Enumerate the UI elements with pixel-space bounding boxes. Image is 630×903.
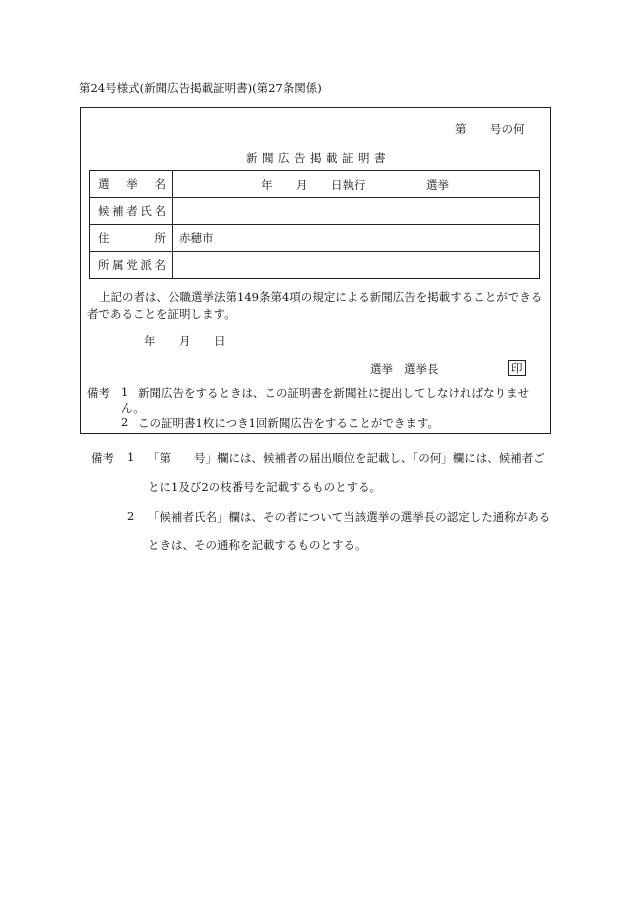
- table-row: [90, 171, 540, 198]
- inner-note-1-num: 1: [121, 385, 129, 399]
- table-row: [90, 198, 540, 225]
- cert-date-year: 年: [144, 334, 156, 348]
- number-dai: 第: [455, 122, 467, 136]
- party-label: 所属党派名: [90, 252, 173, 279]
- election-date-day-held: 日執行: [331, 178, 366, 192]
- seal-stamp: 印: [508, 360, 526, 376]
- signature-chairman: 選挙長: [404, 362, 439, 376]
- election-date-month: 月: [296, 178, 308, 192]
- statement-line-2: 者であることを証明します。: [87, 307, 236, 321]
- outer-note-1-num: 1: [127, 450, 135, 464]
- address-value: 赤穂市: [173, 225, 540, 252]
- outer-note-1-line1: 「第 号」欄には、候補者の届出順位を記載し、「の何」欄には、候補者ご: [148, 451, 545, 465]
- number-suffix: 号の何: [490, 122, 525, 136]
- candidate-info-table: [89, 170, 540, 279]
- candidate-name-value: [173, 198, 540, 225]
- form-title: 第24号様式(新聞広告掲載証明書)(第27条関係): [79, 81, 322, 95]
- table-row: [90, 225, 540, 252]
- election-date-senkyo: 選挙: [426, 178, 449, 192]
- outer-notes-label: 備考: [91, 451, 114, 465]
- statement-line-1: 上記の者は、公職選挙法第149条第4項の規定による新聞広告を掲載することができる: [99, 290, 543, 304]
- cert-date-day: 日: [214, 334, 226, 348]
- outer-note-2-line2: ときは、その通称を記載するものとする。: [148, 538, 367, 552]
- signature-senkyo: 選挙: [370, 362, 393, 376]
- table-row: [90, 252, 540, 279]
- inner-notes-label: 備考: [87, 386, 110, 400]
- outer-note-1-line2: とに1及び2の枝番号を記載するものとする。: [148, 480, 382, 494]
- cert-date-month: 月: [179, 334, 191, 348]
- inner-note-1-line1: 新聞広告をするときは、この証明書を新聞社に提出してしなければなりませ: [138, 386, 529, 400]
- address-label: 住所: [90, 225, 173, 252]
- inner-note-1-line2: ん。: [121, 401, 145, 415]
- document-title: 新聞広告掲載証明書: [246, 151, 390, 165]
- inner-note-2-line1: この証明書1枚につき1回新聞広告をすることができます。: [138, 416, 439, 430]
- inner-note-2-num: 2: [121, 415, 129, 429]
- election-name-label: 選挙名: [90, 171, 173, 198]
- outer-note-2-line1: 「候補者氏名」欄は、その者について当該選挙の選挙長の認定した通称がある: [148, 510, 551, 524]
- outer-note-2-num: 2: [127, 509, 135, 523]
- election-date-year: 年: [261, 178, 273, 192]
- party-value: [173, 252, 540, 279]
- candidate-name-label: 候補者氏名: [90, 198, 173, 225]
